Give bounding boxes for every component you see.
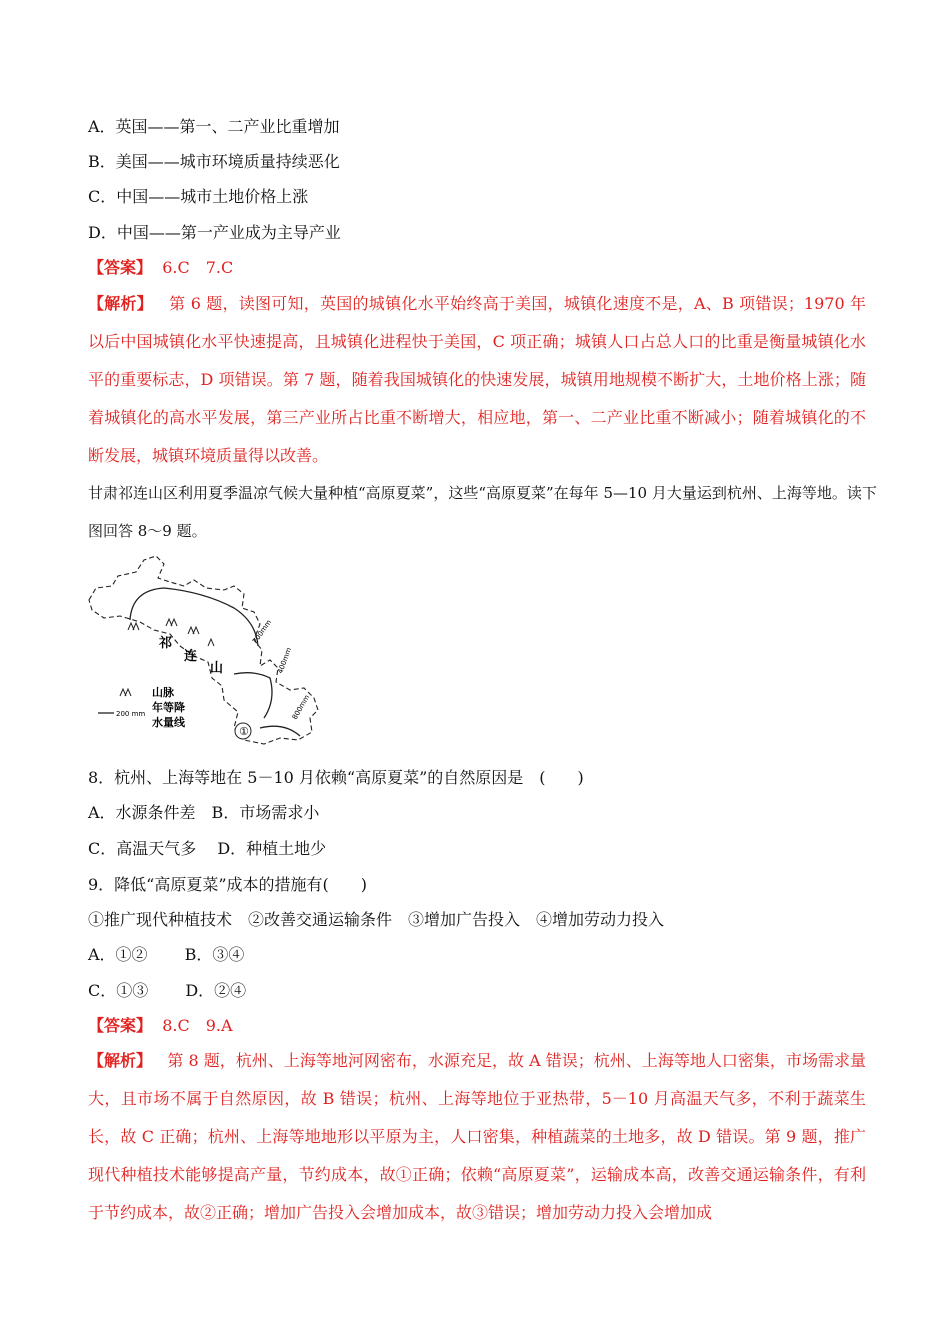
q8-options-cd: C．高温天气多 D．种植土地少 — [88, 839, 327, 858]
answer-6-7 — [88, 258, 233, 278]
q7-option-b: B．美国——城市环境质量持续恶化 — [88, 152, 340, 171]
question-intro-8-9: 甘肃祁连山区利用夏季温凉气候大量种植“高原夏菜”，这些“高原夏菜”在每年 5—10 月大量运到杭州、上海等地。读下图回答 8～9 题。 — [88, 484, 877, 540]
isohyet-400 — [234, 673, 272, 718]
answer-value: 6.C 7.C — [162, 258, 234, 277]
q7-option-d: D．中国——第一产业成为主导产业 — [88, 223, 341, 242]
answer-value: 8.C 9.A — [162, 1016, 233, 1035]
explanation-6-7 — [88, 285, 866, 475]
map-mountain-char-2: 连 — [184, 649, 198, 664]
isohyet-200 — [130, 588, 258, 646]
isohyet-400-label: 400mm — [276, 646, 294, 675]
location-marker-label: ① — [239, 725, 249, 738]
q9-options-ab: A．①② B．③④ — [88, 945, 245, 964]
explanation-tag: 【解析】 — [88, 1051, 153, 1070]
isohyet-800 — [260, 726, 300, 736]
q9-items: ①推广现代种植技术 ②改善交通运输条件 ③增加广告投入 ④增加劳动力投入 — [88, 910, 665, 929]
qilian-map-figure — [84, 550, 344, 750]
explanation-tag: 【解析】 — [88, 294, 154, 313]
legend-isohyet-label-2: 水量线 — [152, 716, 185, 729]
legend-isohyet-value: 200 mm — [116, 710, 146, 718]
q9-options-cd: C．①③ D．②④ — [88, 981, 247, 1000]
answer-tag: 【答案】 — [88, 1016, 153, 1035]
legend-isohyet-label-1: 年等降 — [152, 701, 185, 714]
q7-option-c: C．中国——城市土地价格上涨 — [88, 187, 309, 206]
q8-options-ab: A．水源条件差 B．市场需求小 — [88, 803, 320, 822]
explanation-text: 第 6 题，读图可知，英国的城镇化水平始终高于美国，城镇化速度不是，A、B 项错误；1970 年以后中国城镇化水平快速提高，且城镇化进程快于美国，C 项正确；城镇人口占总人口的比重是衡量城镇化水平的重要标志，D 项错误。第 7 题，随着我国城镇化的快速发展，城镇用地规模不断扩大，土地价格上涨；随着城镇化的高水平发展，第三产业所占比重不断增大，相应地，第一、二产业比重不断减小；随着城镇化的不断发展，城镇环境质量得以改善。 — [88, 294, 866, 465]
q9-stem: 9．降低“高原夏菜”成本的措施有( ) — [88, 875, 368, 894]
isohyet-800-label: 800mm — [290, 693, 312, 721]
isohyet-200-label: 200mm — [251, 618, 274, 646]
explanation-text: 第 8 题，杭州、上海等地河网密布，水源充足，故 A 错误；杭州、上海等地人口密集，市场需求量大，且市场不属于自然原因，故 B 错误；杭州、上海等地位于亚热带，5－10 月高温天气多，不利于蔬菜生长，故 C 正确；杭州、上海等地地形以平原为主，人口密集，种植蔬菜的土地多，故 D 错误。第 9 题，推广现代种植技术能够提高产量，节约成本，故①正确；依赖“高原夏菜”，运输成本高，改善交通运输条件，有利于节约成本，故②正确；增加广告投入会增加成本，故③错误；增加劳动力投入会增加成 — [88, 1051, 866, 1222]
q8-stem: 8．杭州、上海等地在 5－10 月依赖“高原夏菜”的自然原因是 ( ) — [88, 768, 584, 787]
legend-mountain-icon — [120, 689, 131, 696]
answer-tag: 【答案】 — [88, 258, 153, 277]
answer-8-9 — [88, 1016, 233, 1036]
q7-option-a: A．英国——第一、二产业比重增加 — [88, 117, 340, 136]
legend-mountain-label: 山脉 — [152, 686, 174, 699]
map-mountain-char-1: 祁 — [159, 636, 173, 651]
explanation-8-9 — [88, 1042, 866, 1232]
map-mountain-char-3: 山 — [210, 661, 224, 676]
